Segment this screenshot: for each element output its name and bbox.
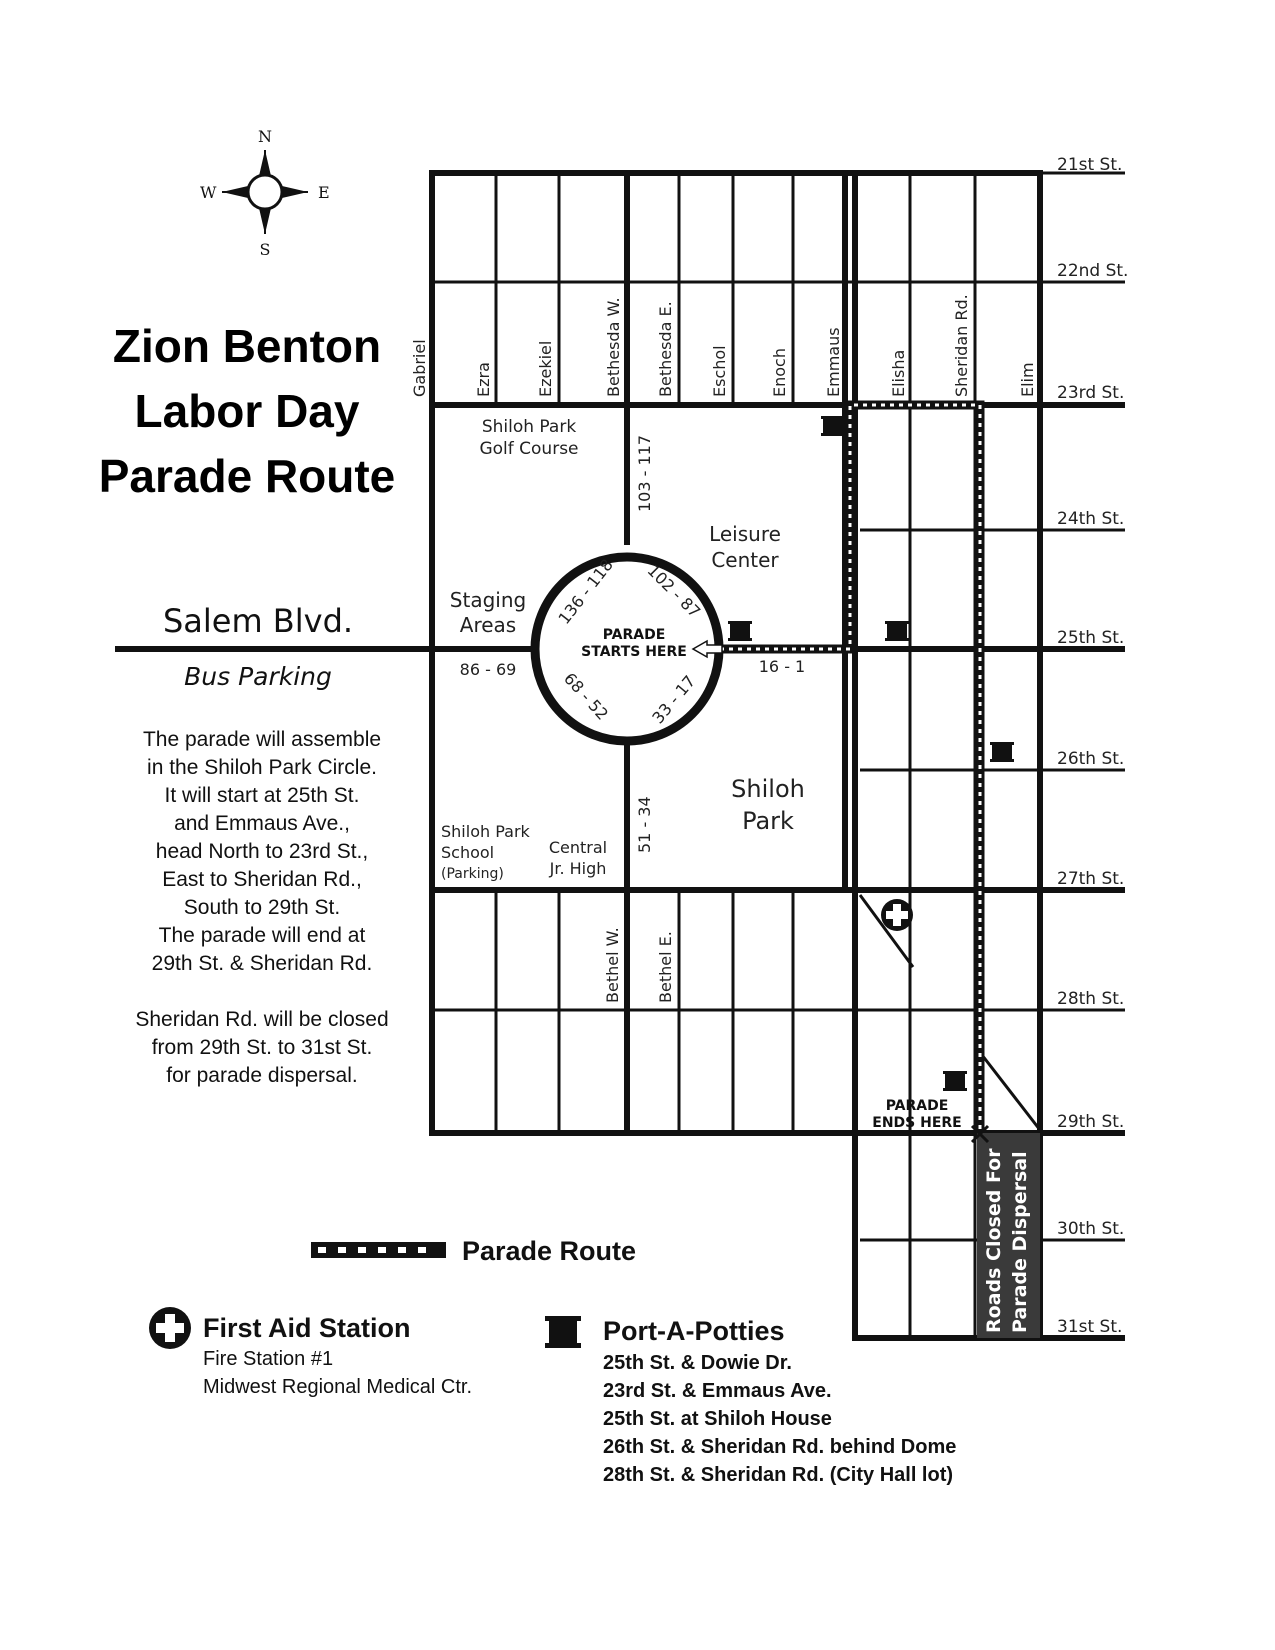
range-east: 16 - 1 xyxy=(758,657,806,676)
road-gabriel: Gabriel xyxy=(410,339,429,397)
street-30th: 30th St. xyxy=(1057,1219,1125,1239)
closed-road-line-2: Parade Dispersal xyxy=(1009,1151,1031,1333)
parade-start-line-2: STARTS HERE xyxy=(581,644,687,660)
parade-end-line-1: PARADE xyxy=(885,1098,949,1114)
first-aid-line-1: Fire Station #1 xyxy=(203,1348,334,1370)
porta-potty-legend-icon xyxy=(545,1316,581,1348)
street-31st: 31st St. xyxy=(1057,1317,1123,1337)
range-circle-ne: 102 - 87 xyxy=(643,560,705,622)
first-aid-line-2: Midwest Regional Medical Ctr. xyxy=(203,1376,472,1398)
street-21st: 21st St. xyxy=(1057,155,1123,175)
compass-west: W xyxy=(200,183,217,202)
staging-areas-line-2: Areas xyxy=(459,613,517,637)
street-24th: 24th St. xyxy=(1057,509,1125,529)
closed-road-line-1: Roads Closed For xyxy=(983,1148,1005,1333)
street-22nd: 22nd St. xyxy=(1057,261,1129,281)
street-labels xyxy=(1057,155,1128,1337)
info-line: The parade will assemble xyxy=(142,728,382,751)
central-jr-high-line-2: Jr. High xyxy=(549,859,607,878)
school-line-1: Shiloh Park xyxy=(441,822,530,841)
golf-course-line-1: Shiloh Park xyxy=(481,417,577,437)
leisure-center-line-2: Center xyxy=(711,548,779,572)
road-elisha: Elisha xyxy=(889,349,908,397)
central-jr-high-line-1: Central xyxy=(548,838,608,857)
road-bethesda-w: Bethesda W. xyxy=(604,297,623,397)
bus-parking-label: Bus Parking xyxy=(184,662,332,691)
porta-potty-icon xyxy=(728,621,752,641)
info-line: It will start at 25th St. xyxy=(164,784,360,807)
road-eschol: Eschol xyxy=(710,345,729,397)
compass-south: S xyxy=(259,240,271,259)
road-bethel-w: Bethel W. xyxy=(603,927,622,1003)
info-line: and Emmaus Ave., xyxy=(174,812,350,835)
range-circle-se: 33 - 17 xyxy=(648,671,700,728)
info-line: Sheridan Rd. will be closed xyxy=(135,1008,389,1031)
range-circle-sw: 68 - 52 xyxy=(560,668,613,724)
road-sheridan: Sheridan Rd. xyxy=(952,294,971,397)
porta-potty-icon xyxy=(990,742,1014,762)
info-line: from 29th St. to 31st St. xyxy=(151,1036,373,1059)
map-title xyxy=(99,320,396,502)
street-23rd: 23rd St. xyxy=(1057,383,1125,403)
road-bethesda-e: Bethesda E. xyxy=(656,301,675,397)
porta-potty-icon xyxy=(943,1071,967,1091)
range-south: 51 - 34 xyxy=(635,796,654,853)
title-line-1: Zion Benton xyxy=(112,320,382,372)
legend xyxy=(149,1236,956,1486)
school-line-2: School xyxy=(441,843,495,862)
range-north: 103 - 117 xyxy=(635,434,654,512)
shiloh-park-line-2: Park xyxy=(742,807,794,835)
range-circle-nw: 136 - 118 xyxy=(554,555,617,628)
info-line: for parade dispersal. xyxy=(166,1064,358,1087)
road-emmaus: Emmaus xyxy=(824,327,843,397)
first-aid-title: First Aid Station xyxy=(203,1313,411,1343)
info-line: East to Sheridan Rd., xyxy=(162,868,362,891)
first-aid-icon xyxy=(149,1307,191,1349)
road-bethel-e: Bethel E. xyxy=(656,931,675,1003)
school-line-3: (Parking) xyxy=(441,866,504,882)
staging-areas-line-1: Staging xyxy=(449,588,527,612)
street-28th: 28th St. xyxy=(1057,989,1125,1009)
potty-location: 23rd St. & Emmaus Ave. xyxy=(603,1380,832,1402)
parade-route-path xyxy=(693,405,988,1142)
compass-north: N xyxy=(258,127,272,146)
info-paragraph xyxy=(135,728,388,1087)
street-29th: 29th St. xyxy=(1057,1112,1125,1132)
street-27th: 27th St. xyxy=(1057,869,1125,889)
golf-course-line-2: Golf Course xyxy=(479,439,579,459)
salem-blvd-label: Salem Blvd. xyxy=(162,602,354,640)
street-25th: 25th St. xyxy=(1057,628,1125,648)
info-line: head North to 23rd St., xyxy=(155,840,369,863)
title-line-2: Labor Day xyxy=(134,385,360,437)
potty-location: 28th St. & Sheridan Rd. (City Hall lot) xyxy=(603,1464,954,1486)
legend-route-swatch xyxy=(311,1242,446,1258)
road-elim: Elim xyxy=(1018,362,1037,397)
porta-potty-markers xyxy=(728,416,1014,1091)
compass-east: E xyxy=(318,183,330,202)
compass-icon xyxy=(200,127,330,259)
info-line: in the Shiloh Park Circle. xyxy=(147,756,377,779)
porta-potty-icon xyxy=(821,416,845,436)
potty-location: 26th St. & Sheridan Rd. behind Dome xyxy=(603,1436,957,1458)
range-west: 86 - 69 xyxy=(459,660,517,679)
info-line: 29th St. & Sheridan Rd. xyxy=(151,952,373,975)
potty-location: 25th St. & Dowie Dr. xyxy=(603,1352,792,1374)
street-26th: 26th St. xyxy=(1057,749,1125,769)
first-aid-marker-icon xyxy=(881,899,913,931)
road-ezekiel: Ezekiel xyxy=(536,340,555,397)
info-line: South to 29th St. xyxy=(183,896,341,919)
parade-end-line-2: ENDS HERE xyxy=(872,1115,962,1131)
leisure-center-line-1: Leisure xyxy=(709,522,781,546)
legend-route-label: Parade Route xyxy=(462,1236,637,1266)
info-line: The parade will end at xyxy=(158,924,366,947)
porta-potty-icon xyxy=(885,621,909,641)
road-ezra: Ezra xyxy=(474,362,493,397)
road-enoch: Enoch xyxy=(770,348,789,397)
parade-start-line-1: PARADE xyxy=(602,627,666,643)
potty-title: Port-A-Potties xyxy=(603,1316,785,1346)
shiloh-park-line-1: Shiloh xyxy=(731,775,805,803)
potty-location: 25th St. at Shiloh House xyxy=(603,1408,832,1430)
title-line-3: Parade Route xyxy=(98,450,396,502)
